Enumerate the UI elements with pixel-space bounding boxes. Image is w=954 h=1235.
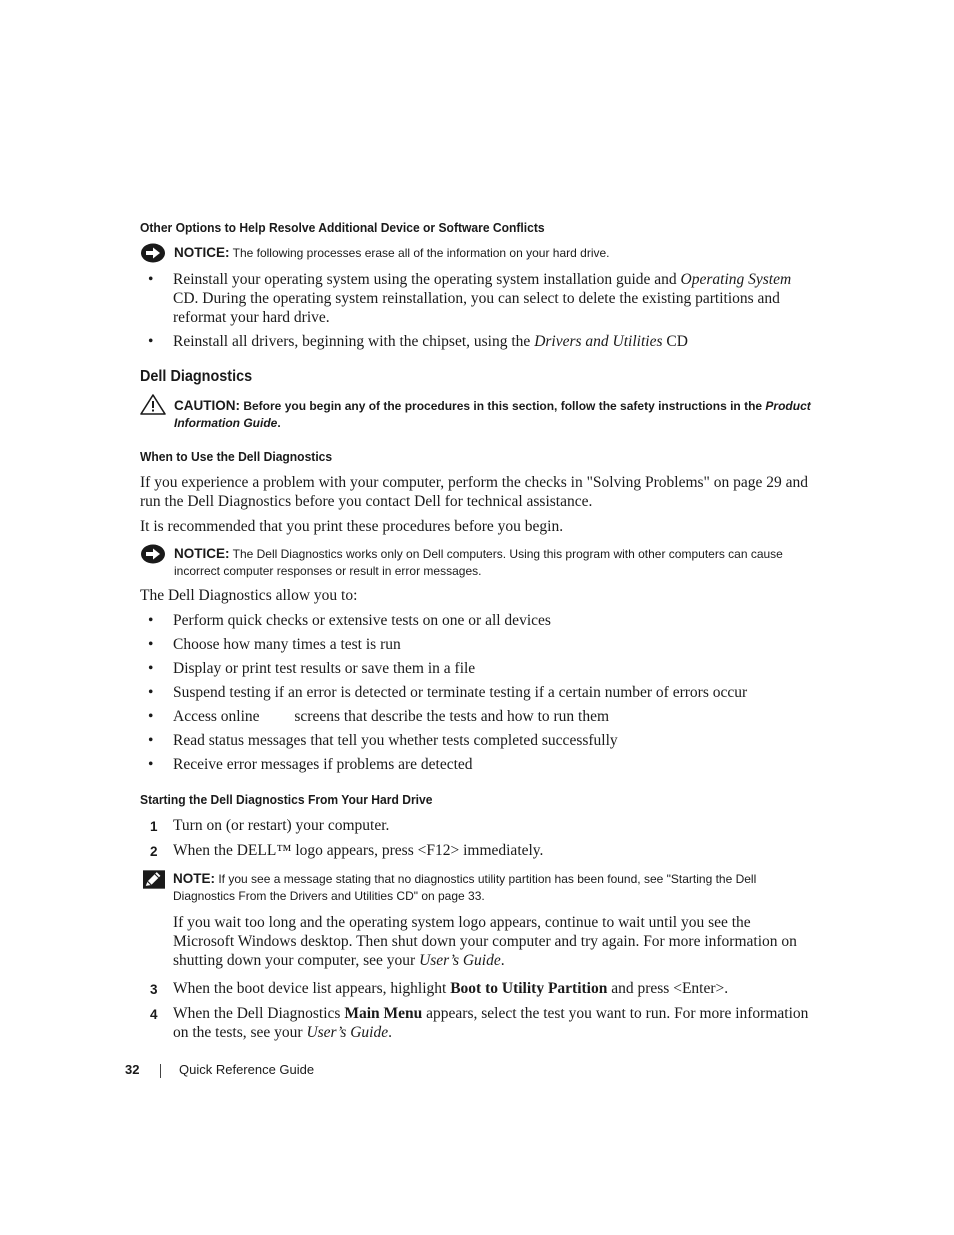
notice-erase — [140, 244, 815, 262]
footer-title: Quick Reference Guide — [179, 1062, 315, 1077]
bullet-text: Access online screens that describe the tests and how to run them — [173, 708, 610, 725]
list-item — [140, 332, 815, 351]
footer-divider — [160, 1064, 161, 1078]
page-content — [140, 219, 815, 1042]
page-number: 32 — [125, 1062, 140, 1077]
bullet-text: Receive error messages if problems are detected — [173, 756, 473, 773]
bullet-marker: • — [148, 756, 154, 773]
subheading-starting: Starting the Dell Diagnostics From Your Hard Drive — [140, 792, 433, 807]
caution-safety — [140, 397, 815, 432]
bullet-marker: • — [148, 660, 154, 677]
note-no-partition — [140, 870, 815, 905]
bullet-text: Display or print test results or save them in a file — [173, 660, 476, 677]
notice-label: NOTICE: — [174, 546, 230, 561]
step-item — [140, 841, 815, 860]
caution-label: CAUTION: — [174, 398, 240, 413]
list-item — [140, 270, 815, 327]
step-item — [140, 1004, 815, 1042]
step-text: Turn on (or restart) your computer. — [173, 817, 390, 834]
bullet-text: Read status messages that tell you whether tests completed successfully — [173, 732, 618, 749]
notice-icon — [140, 243, 166, 263]
section-heading-dell-diagnostics: Dell Diagnostics — [140, 368, 253, 385]
bullet-italic: Operating System — [680, 271, 792, 288]
step-number: 2 — [150, 844, 158, 859]
bullet-marker: • — [148, 684, 154, 701]
wait-italic: User’s Guide — [419, 952, 501, 969]
step-text: When the Dell Diagnostics — [173, 1005, 345, 1022]
paragraph-allow-intro: The Dell Diagnostics allow you to: — [140, 587, 358, 604]
pencil-note-icon — [143, 870, 165, 889]
features-list — [140, 611, 815, 774]
bullet-italic: Drivers and Utilities — [534, 333, 663, 350]
list-item — [140, 731, 815, 750]
bullet-text-end: CD. During the operating system reinstallation, you can select to delete the existing partitions and reformat your hard drive. — [173, 290, 780, 326]
notice-label: NOTICE: — [174, 245, 230, 260]
bullet-text: Perform quick checks or extensive tests on one or all devices — [173, 612, 551, 629]
list-item — [140, 635, 815, 654]
bullet-text: Reinstall your operating system using the operating system installation guide and — [173, 271, 681, 288]
caution-icon — [140, 393, 166, 415]
paragraph-print: It is recommended that you print these procedures before you begin. — [140, 518, 564, 535]
step-italic: User’s Guide — [306, 1024, 389, 1041]
step-number: 1 — [150, 819, 158, 834]
step-bold: Boot to Utility Partition — [450, 980, 608, 997]
bullet-marker: • — [148, 708, 154, 725]
bullet-marker: • — [148, 333, 154, 350]
step-text-middle: appears, select the test you want to run. For more information on the tests, see your — [173, 1005, 809, 1041]
page-footer — [125, 1062, 315, 1077]
list-item — [140, 611, 815, 630]
section-heading-other-options: Other Options to Help Resolve Additional Device or Software Conflicts — [140, 220, 545, 235]
notice-dell-only — [140, 545, 815, 580]
caution-italic: Product Information Guide — [174, 399, 811, 430]
paragraph-wait — [173, 913, 815, 970]
bullet-text-end: CD — [662, 333, 688, 350]
wait-text: If you wait too long and the operating system logo appears, continue to wait until you see the Microsoft Windows desktop. Then shut down your computer and try again. For more information on shutting down your computer, see your — [173, 914, 797, 969]
step-number: 3 — [150, 982, 158, 997]
step-number: 4 — [150, 1007, 158, 1022]
bullet-marker: • — [148, 636, 154, 653]
bullet-text: Suspend testing if an error is detected or terminate testing if a certain number of errors occur — [173, 684, 748, 701]
step-text: When the boot device list appears, highlight — [173, 980, 451, 997]
step-bold: Main Menu — [344, 1005, 423, 1022]
step-text-end: . — [388, 1024, 392, 1041]
step-item — [140, 816, 815, 835]
options-list — [140, 270, 815, 351]
notice-text: The following processes erase all of the information on your hard drive. — [232, 246, 610, 260]
bullet-marker: • — [148, 271, 154, 288]
list-item — [140, 683, 815, 702]
bullet-text: Choose how many times a test is run — [173, 636, 401, 653]
paragraph-when-to-use: If you experience a problem with your computer, perform the checks in "Solving Problems" on page 29 and run the Dell Diagnostics before you contact Dell for technical assistance. — [140, 474, 809, 510]
step-text-end: and press <Enter>. — [607, 980, 729, 997]
notice-text: The Dell Diagnostics works only on Dell computers. Using this program with other computers can cause incorrect computer responses or result in error messages. — [174, 547, 783, 578]
note-text: If you see a message stating that no diagnostics utility partition has been found, see "Starting the Dell Diagnostics From the Drivers and Utilities CD" on page 33. — [173, 872, 757, 903]
bullet-text: Reinstall all drivers, beginning with the chipset, using the — [173, 333, 535, 350]
subheading-when-to-use: When to Use the Dell Diagnostics — [140, 449, 333, 464]
steps-list — [140, 816, 815, 860]
wait-text-end: . — [500, 952, 505, 969]
list-item — [140, 659, 815, 678]
list-item — [140, 755, 815, 774]
step-text: When the DELL™ logo appears, press <F12> immediately. — [173, 842, 544, 859]
note-label: NOTE: — [173, 871, 215, 886]
bullet-marker: • — [148, 732, 154, 749]
step-item — [140, 979, 815, 998]
caution-end: . — [277, 416, 281, 430]
steps-list-continued — [140, 979, 815, 1042]
caution-text: Before you begin any of the procedures in this section, follow the safety instructions in the — [243, 399, 766, 413]
list-item — [140, 707, 815, 726]
notice-icon — [140, 544, 166, 564]
bullet-marker: • — [148, 612, 154, 629]
